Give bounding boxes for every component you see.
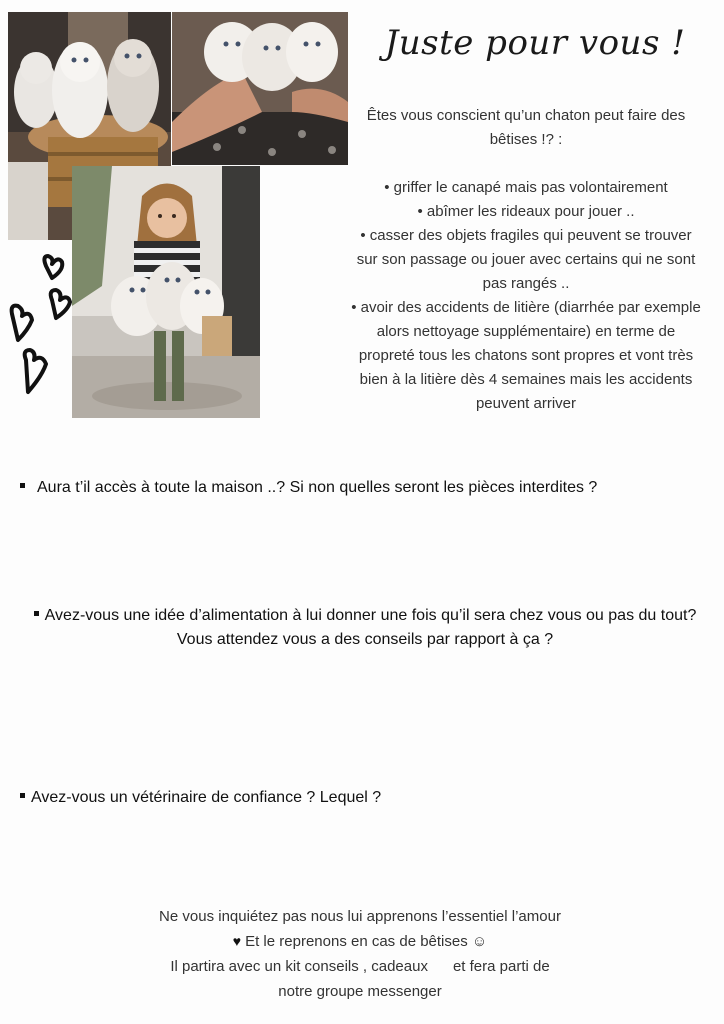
list-item: • abîmer les rideaux pour jouer .. xyxy=(417,203,635,220)
closing-line-2-text: Et le reprenons en cas de bêtises ☺ xyxy=(245,933,488,950)
page-title: Juste pour vous ! xyxy=(384,23,686,63)
question-text: Aura t’il accès à toute la maison ..? Si non quelles seront les pièces interdites ? xyxy=(37,479,598,496)
intro-section xyxy=(348,104,704,416)
question-subtext: Vous attendez vous a des conseils par rapport à ça ? xyxy=(176,631,554,648)
question-veterinarian xyxy=(20,786,710,810)
question-house-access xyxy=(20,476,710,500)
kittens-held-in-hands-photo xyxy=(172,12,348,165)
question-feeding xyxy=(20,604,710,652)
question-text: Avez-vous un vétérinaire de confiance ? Lequel ? xyxy=(31,789,382,806)
list-item: • griffer le canapé mais pas volontairement xyxy=(384,179,668,196)
question-text: Avez-vous une idée d’alimentation à lui donner une fois qu’il sera chez vous ou pas du tout? xyxy=(44,607,697,624)
bullet-icon xyxy=(20,483,25,488)
closing-line-4: notre groupe messenger xyxy=(278,983,442,1000)
closing-line-1: Ne vous inquiétez pas nous lui apprenons l’essentiel l’amour xyxy=(159,908,561,925)
list-item: • casser des objets fragiles qui peuvent se trouver sur son passage ou jouer avec certains qui ne sont pas rangés .. xyxy=(356,227,696,292)
closing-section xyxy=(80,904,640,1004)
girl-holding-kittens-photo xyxy=(72,166,260,418)
closing-line-2 xyxy=(80,929,640,954)
risk-list xyxy=(348,176,704,416)
hand-drawn-hearts-icon xyxy=(6,252,76,402)
closing-line-3: Il partira avec un kit conseils , cadeaux et fera parti de xyxy=(170,958,550,975)
list-item: • avoir des accidents de litière (diarrhée par exemple alors nettoyage supplémentaire) en terme de propreté tous les chatons sont propres et vont très bien à la litière dès 4 semaines mais les accidents peuvent arriver xyxy=(351,299,701,412)
intro-lead: Êtes vous conscient qu’un chaton peut faire des bêtises !? : xyxy=(366,107,686,148)
heart-icon: ♥ xyxy=(232,933,242,949)
bullet-icon xyxy=(34,611,39,616)
bullet-icon xyxy=(20,793,25,798)
